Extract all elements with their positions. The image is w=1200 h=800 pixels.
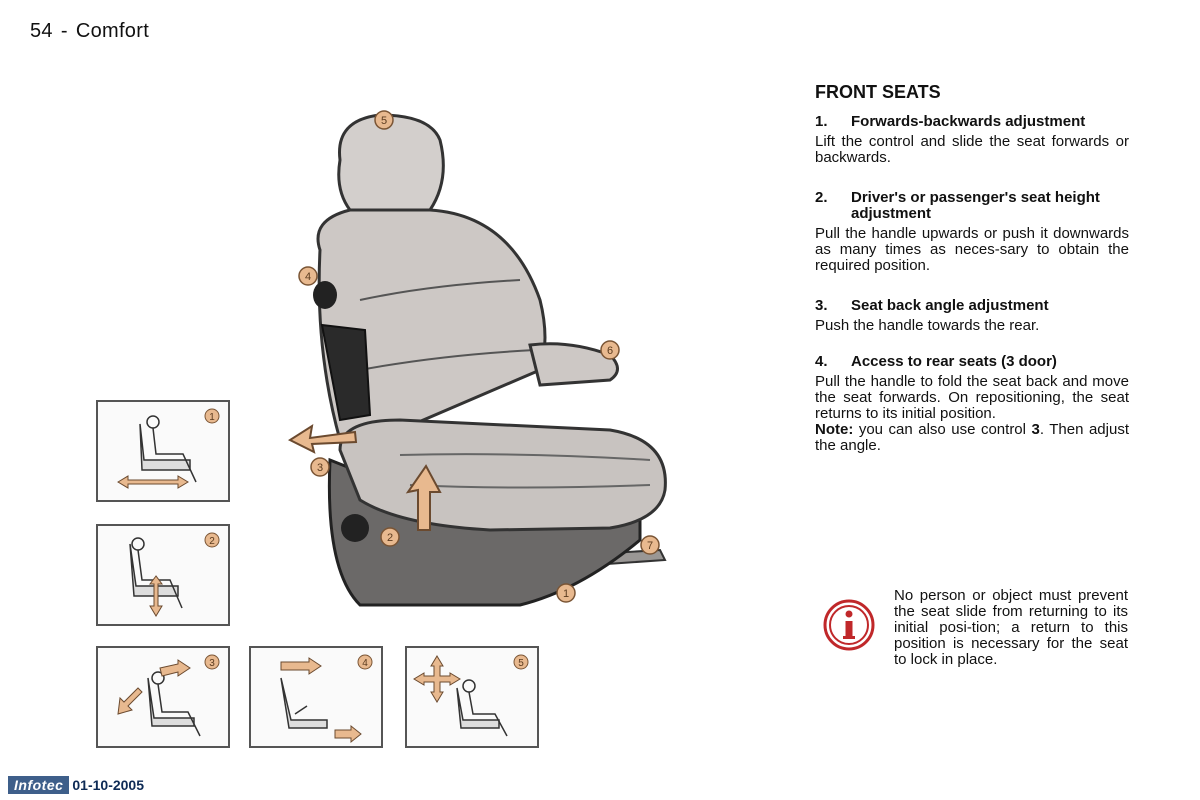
thumbnail-4-label: 4 — [362, 658, 368, 669]
note-text-before: you can also use control — [853, 421, 1032, 438]
callout-5 — [375, 111, 393, 129]
callout-4-label: 4 — [304, 271, 312, 283]
item-body: Pull the handle upwards or push it downwards as many times as neces-sary to obtain the required position. — [815, 225, 1129, 274]
callout-6 — [601, 341, 619, 359]
thumbnail-2-label: 2 — [209, 536, 215, 547]
callout-1-label: 1 — [562, 588, 570, 600]
thumbnail-3 — [96, 646, 230, 748]
callout-7-label: 7 — [646, 540, 654, 552]
callout-3 — [311, 458, 329, 476]
item-body: Push the handle towards the rear. — [815, 317, 1040, 334]
thumbnail-4 — [249, 646, 383, 748]
note-control: 3 — [1031, 421, 1040, 438]
warning-block — [820, 588, 1130, 688]
warning-text: No person or object must prevent the seat slide from returning to its initial posi-tion; a return to this position is necessary for the seat to lock in place. — [894, 587, 1128, 668]
callout-7 — [641, 536, 659, 554]
text-column — [815, 82, 1129, 454]
callout-1 — [557, 584, 575, 602]
thumbnail-1-label: 1 — [209, 412, 215, 423]
note-text-after: . Then adjust the angle. — [815, 421, 1129, 454]
item-number: 4. — [815, 353, 828, 370]
callout-2 — [381, 528, 399, 546]
item-2 — [815, 190, 1129, 274]
item-heading: Seat back angle adjustment — [851, 297, 1049, 314]
thumbnail-1 — [96, 400, 230, 502]
section-name: Comfort — [75, 20, 150, 42]
seat-illustration — [280, 100, 700, 640]
note — [815, 422, 1129, 454]
item-3 — [815, 298, 1129, 334]
callout-5-label: 5 — [380, 115, 388, 127]
footer — [8, 776, 144, 794]
item-heading: Access to rear seats (3 door) — [851, 353, 1057, 370]
item-number: 2. — [815, 189, 828, 206]
thumbnail-2 — [96, 524, 230, 626]
section-title: FRONT SEATS — [815, 82, 941, 102]
callout-4 — [299, 267, 317, 285]
item-number: 1. — [815, 113, 828, 130]
item-1 — [815, 114, 1129, 166]
footer-date: 01-10-2005 — [72, 777, 145, 793]
info-icon — [822, 598, 876, 652]
note-label: Note: — [815, 421, 854, 438]
item-4 — [815, 354, 1129, 454]
thumbnail-3-label: 3 — [209, 658, 215, 669]
item-number: 3. — [815, 297, 828, 314]
callout-3-label: 3 — [316, 462, 324, 474]
page-number: 54 — [30, 20, 53, 42]
infotec-logo: Infotec — [8, 776, 69, 794]
thumbnail-5 — [405, 646, 539, 748]
callout-2-label: 2 — [386, 532, 394, 544]
item-body: Pull the handle to fold the seat back and move the seat forwards. On repositioning, the seat returns to its initial position. — [815, 373, 1129, 422]
callout-6-label: 6 — [606, 345, 614, 357]
header-separator: - — [60, 20, 68, 42]
item-heading: Driver's or passenger's seat height adjustment — [851, 189, 1100, 222]
item-heading: Forwards-backwards adjustment — [851, 113, 1086, 130]
page-header — [30, 20, 149, 43]
thumbnail-5-label: 5 — [518, 658, 524, 669]
item-body: Lift the control and slide the seat forwards or backwards. — [815, 133, 1129, 166]
